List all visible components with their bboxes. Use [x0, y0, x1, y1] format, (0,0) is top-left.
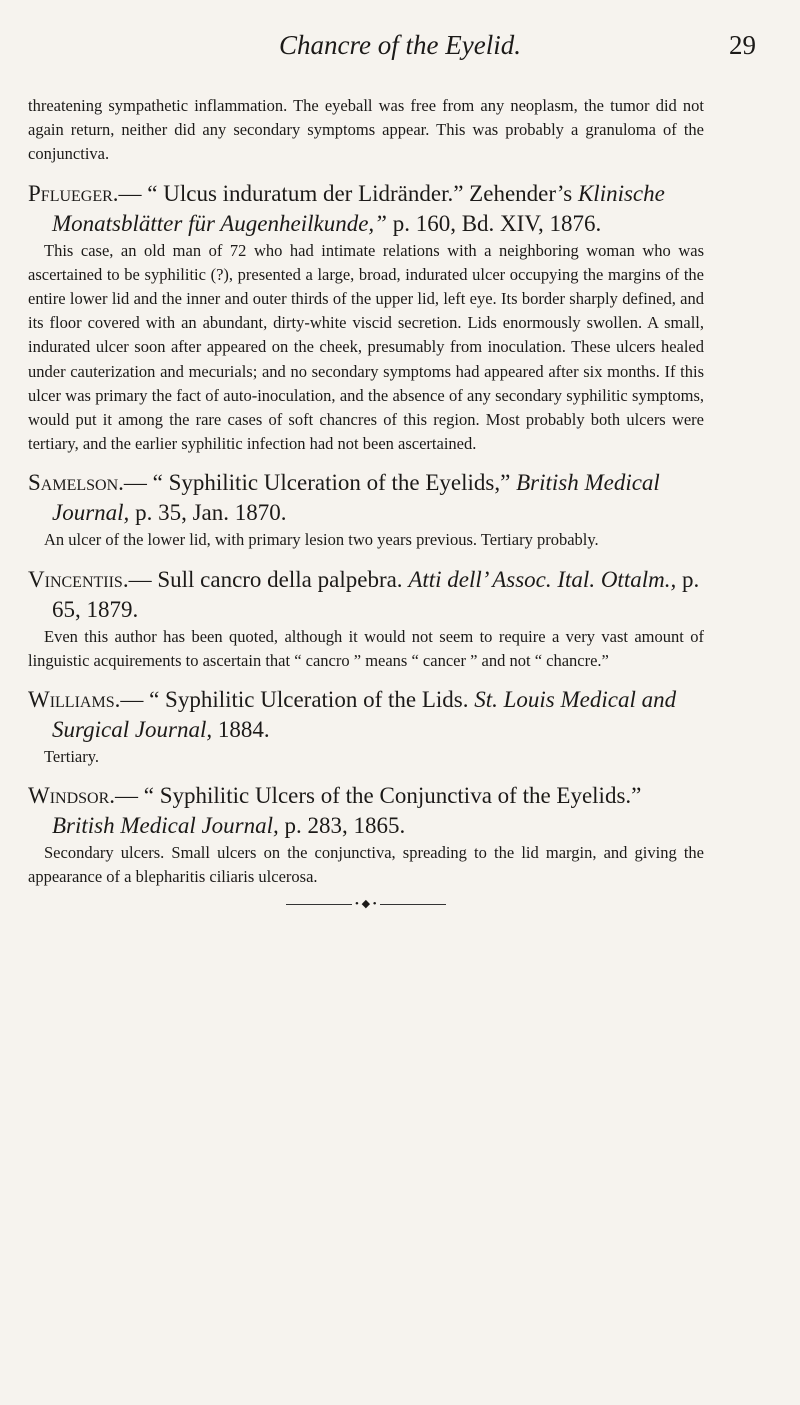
reference-entry: [28, 565, 704, 673]
end-ornament: [286, 897, 446, 910]
citation-title: — “ Syphilitic Ulcers of the Conjunctiva of the Eyelids.”: [115, 783, 642, 809]
citation-journal: British Medical Journal,: [52, 813, 279, 839]
page-number: 29: [729, 30, 756, 60]
citation-summary: Even this author has been quoted, although it would not seem to require a very vast amount of linguistic acquirements to ascertain that “ cancro ” means “ cancer ” and not “ chancre.”: [28, 626, 704, 670]
citation-summary: This case, an old man of 72 who had intimate relations with a neighboring woman who was ascertained to be syphilitic (?), presented a large, broad, indurated ulcer occupying the margins of the entire lower lid and the inner and outer thirds of the upper lid, left eye. Its border sharply defined, and its floor covered with an abundant, dirty-white viscid secretion. Lids enormously swollen. A small, indurated ulcer soon after appeared on the cheek, presumably from inoculation. These ulcers healed under cauterization and mecurials; and no secondary symptoms had appeared after six months. If this ulcer was primary the fact of auto-inoculation, and the absence of any secondary syphilitic symptoms, would put it among the rare cases of soft chancres of this region. Most probably both ulcers were tertiary, and the earlier syphilitic infection had not been ascertained.: [28, 240, 704, 454]
citation: [28, 685, 704, 745]
ornament-glyph: • ◆ •: [352, 898, 380, 910]
page-body: [28, 94, 704, 910]
citation-journal: St. Louis Medical and Surgical Journal,: [52, 687, 677, 743]
citation-details: 1884.: [212, 717, 270, 743]
intro-paragraph: threatening sympathetic inflammation. The eyeball was free from any neoplasm, the tumor did not again return, neither did any secondary symptoms appear. This was probably a granuloma of the conjunctiva.: [28, 96, 704, 164]
citation-details: p. 65, 1879.: [52, 566, 700, 622]
citation-author: Pflueger.: [28, 180, 119, 206]
citation-details: p. 283, 1865.: [278, 813, 406, 839]
citation-title: — “ Syphilitic Ulceration of the Lids.: [120, 687, 475, 713]
reference-entry: [28, 468, 704, 552]
citation-title: — “ Ulcus induratum der Lidränder.” Zehender’s: [118, 180, 578, 206]
reference-entry: [28, 781, 704, 889]
citation-title: — Sull cancro della palpebra.: [128, 566, 409, 592]
citation-author: Windsor.: [28, 783, 116, 809]
citation-journal: Klinische Monatsblätter für Augenheilkunde,”: [52, 180, 665, 236]
reference-entry: [28, 685, 704, 769]
citation-details: p. 160, Bd. XIV, 1876.: [386, 210, 602, 236]
citation-author: Williams.: [28, 687, 121, 713]
citation-title: — “ Syphilitic Ulceration of the Eyelids,”: [123, 470, 517, 496]
citation-author: Samelson.: [28, 470, 124, 496]
citation-summary: An ulcer of the lower lid, with primary lesion two years previous. Tertiary probably.: [44, 530, 599, 550]
reference-entry: [28, 179, 704, 457]
citation-details: p. 35, Jan. 1870.: [129, 500, 287, 526]
page-header: [0, 30, 800, 70]
running-title: Chancre of the Eyelid.: [279, 30, 521, 60]
citation-summary: Secondary ulcers. Small ulcers on the conjunctiva, spreading to the lid margin, and giving the appearance of a blepharitis ciliaris ulcerosa.: [28, 843, 704, 887]
citation-author: Vincentiis.: [28, 566, 129, 592]
citation: [28, 781, 704, 841]
citation: [28, 565, 704, 625]
citation: [28, 468, 704, 528]
citation-journal: Atti dell’ Assoc. Ital. Ottalm.,: [408, 566, 677, 592]
citation: [28, 179, 704, 239]
citation-summary: Tertiary.: [44, 747, 100, 767]
citation-journal: British Medical Journal,: [52, 470, 660, 526]
